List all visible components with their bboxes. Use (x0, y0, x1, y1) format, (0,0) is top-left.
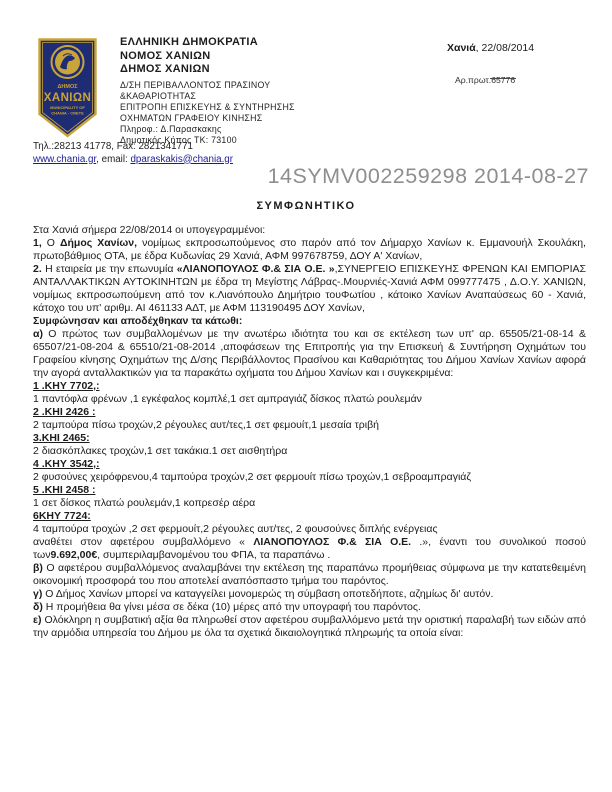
clause-b-label: β) (33, 562, 43, 574)
clause-d: δ) Η προμήθεια θα γίνει μέσα σε δέκα (10) μέρες από την υπογραφή του παρόντος. (33, 601, 421, 613)
clause-a-label: α) (33, 328, 43, 340)
award-company-name: ΛΙΑΝΟΠΟΥΛΟΣ Φ.& ΣΙΑ Ο.Ε. (253, 536, 412, 548)
vehicle-items: 1 παντόφλα φρένων ,1 εγκέφαλος κομπλέ,1 σετ αμπραγιάζ δίσκος πλατώ ρουλεμάν (33, 393, 422, 405)
letterhead-dept-4: ΟΧΗΜΑΤΩΝ ΓΡΑΦΕΙΟΥ ΚΙΝΗΣΗΣ (120, 112, 263, 123)
date-city: Χανιά (447, 42, 476, 54)
clause-d-label: δ) (33, 601, 43, 613)
vehicle-plate: 3.ΚΗΙ 2465: (33, 432, 90, 444)
contact-block (33, 141, 233, 166)
clause-c: γ) Ο Δήμος Χανίων μπορεί να καταγγείλει μονομερώς τη σύμβαση οποτεδήποτε, αζημίως δι' αυτόν. (33, 588, 494, 600)
clause-c-label: γ) (33, 588, 43, 600)
award-paragraph: αναθέτει στον αφετέρου συμβαλλόμενο « ΛΙΑΝΟΠΟΥΛΟΣ Φ.& ΣΙΑ Ο.Ε. .», έναντι του συνολικού ποσού των9.692,00€, συμπεριλαμβανομένου του ΦΠΑ, τα παραπάνω . (33, 536, 586, 561)
letterhead-prefecture: ΝΟΜΟΣ ΧΑΝΙΩΝ (120, 49, 211, 62)
vehicle-entry (33, 484, 586, 510)
vehicle-entry (33, 406, 586, 432)
vehicle-plate: 5 .ΚΗΙ 2458 : (33, 484, 96, 496)
party1-paragraph: 1, Ο Δήμος Χανίων, νομίμως εκπροσωπούμενος στο παρόν από τον Δήμαρχο Χανίων κ. Εμμανουήλ Σκουλάκη, πρωτοβάθμιος ΟΤΑ, με έδρα Κυδωνίας 29 Χανιά, ΑΦΜ 997678759, ΔΟΥ Α' Χανίων, (33, 237, 586, 262)
vehicle-entry (33, 432, 586, 458)
email-link[interactable]: dparaskakis@chania.gr (130, 153, 234, 165)
party1-name: Δήμος Χανίων, (59, 237, 138, 249)
document-title: ΣΥΜΦΩΝΗΤΙΚΟ (256, 200, 356, 212)
document-body (33, 224, 586, 640)
letterhead-address: Δημοτικός Κήπος ΤΚ: 73100 (120, 134, 237, 145)
vehicle-entry (33, 510, 586, 536)
website-link[interactable]: www.chania.gr (33, 153, 97, 165)
logo-subtext-2: CHANIA - CRETE (51, 110, 84, 116)
clause-a: α) Ο πρώτος των συμβαλλομένων με την ανωτέρω ιδιότητα του και σε εκτέλεση των υπ' αρ. 65505/21-08-14 & 65507/21-08-204 & 65510/21-08-2014 ,αποφάσεων της Επιτροπής για την Επισκευή & Συντήρηση Οχημάτων του Γραφείου κίνησης Οχημάτων της Δ/σης Περιβάλλοντος Πρασίνου και Καθαριότητας του Δήμου Χανίων Χανίων αφορά την αγορά ανταλλακτικών για τα παρακάτω οχήματα του Δήμου Χανίων και ι συγκεκριμένα: (33, 328, 586, 379)
clause-e-label: ε) (33, 614, 42, 626)
intro-paragraph: Στα Χανιά σήμερα 22/08/2014 οι υπογεγραμμένοι: (33, 224, 266, 236)
vehicle-entry (33, 380, 586, 406)
agreement-heading: Συμφώνησαν και αποδέχθηκαν τα κάτωθι: (33, 315, 243, 327)
protocol-label: Αρ.πρωτ. (455, 75, 492, 85)
letterhead (120, 36, 440, 146)
vehicle-items: 2 φυσούνες χειρόφρενου,4 ταμπούρα τροχών,2 σετ φερμουίτ πίσω τροχών,1 σεβροαμπραγιάζ (33, 471, 471, 483)
letterhead-contact-person: Πληροφ.: Δ.Παρασκακης (120, 123, 222, 134)
vehicle-plate: 4 .ΚΗΥ 3542,: (33, 458, 100, 470)
letterhead-dept-2: &ΚΑΘΑΡΙΟΤΗΤΑΣ (120, 90, 197, 101)
vehicle-items: 2 διασκόπλακες τροχών,1 σετ τακάκια.1 σετ αισθητήρα (33, 445, 288, 457)
vehicle-items: 1 σετ δίσκος πλατώ ρουλεμάν,1 κοπρεσέρ αέρα (33, 497, 256, 509)
party2-number: 2. (33, 263, 42, 275)
email-separator: , email: (96, 153, 131, 165)
letterhead-municipality: ΔΗΜΟΣ ΧΑΝΙΩΝ (120, 63, 210, 75)
letterhead-dept-1: Δ/ΣΗ ΠΕΡΙΒΑΛΛΟΝΤΟΣ ΠΡΑΣΙΝΟΥ (120, 79, 271, 90)
party1-number: 1, (33, 237, 42, 249)
vehicle-items: 2 ταμπούρα πίσω τροχών,2 ρέγουλες αυτ/τες,1 σετ φεμουίτ,1 μεσαία τριβή (33, 419, 379, 431)
letterhead-republic: ΕΛΛΗΝΙΚΗ ΔΗΜΟΚΡΑΤΙΑ (120, 36, 258, 48)
vehicle-plate: 2 .ΚΗΙ 2426 : (33, 406, 96, 418)
award-amount: 9.692,00€ (50, 549, 98, 561)
date-value: , 22/08/2014 (475, 42, 535, 54)
protocol-line (455, 75, 515, 85)
vehicle-plate: 6ΚΗΥ 7724: (33, 510, 91, 522)
phone-fax-line: Τηλ.:28213 41778, Fax: 2821341771 (33, 141, 193, 152)
logo-city-name: ΧΑΝΙΩΝ (43, 92, 92, 104)
clause-e: ε) Ολόκληρη η συμβατική αξία θα πληρωθεί στον αφετέρου συμβαλλόμενο μετά την οριστική παραλαβή των ειδών από την αρμόδια υπηρεσία του Δήμου με όλα τα σχετικά δικαιολογητικά πληρωμής τα οποία είναι: (33, 614, 586, 639)
letterhead-dept-3: ΕΠΙΤΡΟΠΗ ΕΠΙΣΚΕΥΗΣ & ΣΥΝΤΗΡΗΣΗΣ (120, 101, 295, 112)
protocol-number: 65776 (491, 75, 516, 85)
vehicle-plate: 1 .ΚΗΥ 7702,: (33, 380, 100, 392)
chania-municipality-logo (38, 38, 97, 138)
vehicle-entry (33, 458, 586, 484)
party2-company-name: «ΛΙΑΝΟΠΟΥΛΟΣ Φ.& ΣΙΑ Ο.Ε. » (176, 263, 335, 275)
date-line (447, 42, 534, 54)
clause-b: β) Ο αφετέρου συμβαλλόμενος αναλαμβάνει την εκτέλεση της παραπάνω προμήθειας σύμφωνα με την κατατεθειμένη οικονομική προσφορά του που αποτελεί αναπόσπαστο τμήμα του παρόντος. (33, 562, 586, 587)
party2-paragraph: 2. Η εταιρεία με την επωνυμία «ΛΙΑΝΟΠΟΥΛΟΣ Φ.& ΣΙΑ Ο.Ε. »,ΣΥΝΕΡΓΕΙΟ ΕΠΙΣΚΕΥΗΣ ΦΡΕΝΩΝ ΚΑΙ ΕΜΠΟΡΙΑΣ ΑΝΤΑΛΛΑΚΤΙΚΩΝ ΑΥΤΟΚΙΝΗΤΩΝ με έδρα τη Μεγίστης Λάβρας-.Μουρνιές-Χανιά ΑΦΜ 099777475 , Δ.Ο.Υ. ΧΑΝΙΩΝ, νομίμως εκπροσωπούμενη από τον κ.Λιανόπουλο Δημήτριο τουΦωτίου , κάτοικο Χανίων Αναπαύσεως 60 - Χανιά, κάτοχο του υπ' αριθμ. ΑΙ 461133 ΑΔΤ, με ΑΦΜ 113190495 ΔΟΥ Χανίων, (33, 263, 586, 314)
vehicle-items: 4 ταμπούρα τροχών ,2 σετ φερμουίτ,2 ρέγουλες αυτ/τες, 2 φουσούνες διπλής ενέργειας (33, 523, 438, 535)
registry-watermark: 14SYMV002259298 2014-08-27 (267, 164, 589, 188)
web-email-line (33, 154, 233, 167)
logo-top-label: ΔΗΜΟΣ (57, 84, 78, 90)
logo-subtext-1: MUNICIPALITY OF (50, 105, 85, 110)
